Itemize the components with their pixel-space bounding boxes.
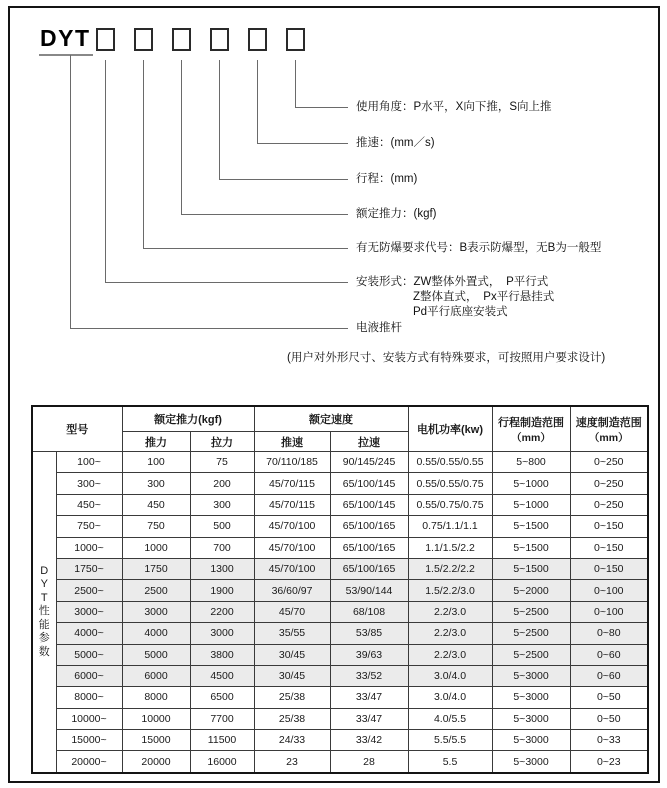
value-cell: 2.2/3.0 [408, 623, 492, 644]
table-row [32, 473, 648, 494]
value-cell: 45/70/115 [254, 473, 330, 494]
value-cell: 5.5 [408, 751, 492, 773]
header-push-force: 推力 [122, 432, 190, 452]
custom-design-note: (用户对外形尺寸、安装方式有特殊要求，可按照用户要求设计) [287, 352, 606, 364]
header-stroke-range-unit: （mm） [511, 431, 551, 444]
header-model: 型号 [32, 406, 122, 452]
table-row [32, 601, 648, 622]
connector-line [181, 60, 182, 214]
value-cell: 1900 [190, 580, 254, 601]
table-header-row-1 [32, 406, 648, 432]
header-rated-thrust-group: 额定推力(kgf) [122, 406, 254, 432]
connector-line [257, 60, 258, 143]
value-cell: 0~50 [570, 687, 648, 708]
value-cell: 0.55/0.75/0.75 [408, 494, 492, 515]
value-cell: 0~150 [570, 516, 648, 537]
model-cell: 750~ [56, 516, 122, 537]
value-cell: 33/47 [330, 687, 408, 708]
model-cell: 3000~ [56, 601, 122, 622]
table-row [32, 665, 648, 686]
value-cell: 5~1000 [492, 473, 570, 494]
header-speed-range [570, 406, 648, 452]
table-row [32, 537, 648, 558]
code-box-4 [210, 28, 229, 51]
value-cell: 2.2/3.0 [408, 644, 492, 665]
value-cell: 8000 [122, 687, 190, 708]
code-box-3 [172, 28, 191, 51]
value-cell: 5~2500 [492, 644, 570, 665]
value-cell: 0.75/1.1/1.1 [408, 516, 492, 537]
header-speed-range-unit: （mm） [588, 431, 629, 444]
value-cell: 300 [190, 494, 254, 515]
value-cell: 4000 [122, 623, 190, 644]
diagram-label-install-type-line2: Z整体直式， Px平行悬挂式 [413, 291, 555, 303]
value-cell: 1.1/1.5/2.2 [408, 537, 492, 558]
diagram-label-install-type-line1: 安装形式：ZW整体外置式， P平行式 [356, 276, 549, 288]
table-row [32, 623, 648, 644]
value-cell: 23 [254, 751, 330, 773]
model-cell: 15000~ [56, 730, 122, 751]
table-row [32, 687, 648, 708]
header-stroke-range [492, 406, 570, 452]
value-cell: 4.0/5.5 [408, 708, 492, 729]
header-stroke-range-title: 行程制造范围 [498, 416, 565, 429]
value-cell: 6500 [190, 687, 254, 708]
value-cell: 0~50 [570, 708, 648, 729]
value-cell: 0~250 [570, 452, 648, 473]
value-cell: 1.5/2.2/3.0 [408, 580, 492, 601]
connector-line [257, 143, 348, 144]
value-cell: 1000 [122, 537, 190, 558]
table-row [32, 516, 648, 537]
diagram-label-install-type-line3: Pd平行底座安装式 [413, 306, 508, 318]
value-cell: 0~33 [570, 730, 648, 751]
value-cell: 1.5/2.2/2.2 [408, 558, 492, 579]
value-cell: 0~250 [570, 473, 648, 494]
value-cell: 0~23 [570, 751, 648, 773]
value-cell: 5~3000 [492, 708, 570, 729]
value-cell: 15000 [122, 730, 190, 751]
connector-line [70, 55, 71, 328]
connector-line [219, 179, 348, 180]
value-cell: 33/52 [330, 665, 408, 686]
value-cell: 11500 [190, 730, 254, 751]
value-cell: 750 [122, 516, 190, 537]
connector-line [105, 282, 348, 283]
value-cell: 20000 [122, 751, 190, 773]
code-box-5 [248, 28, 267, 51]
value-cell: 10000 [122, 708, 190, 729]
diagram-label-usage-angle: 使用角度：P水平，X向下推，S向上推 [356, 101, 552, 113]
diagram-label-product-name: 电液推杆 [356, 322, 402, 334]
model-cell: 1750~ [56, 558, 122, 579]
value-cell: 5~1000 [492, 494, 570, 515]
value-cell: 28 [330, 751, 408, 773]
table-row [32, 494, 648, 515]
value-cell: 5~3000 [492, 730, 570, 751]
value-cell: 45/70/100 [254, 537, 330, 558]
value-cell: 5~2500 [492, 601, 570, 622]
model-prefix-text: DYT [40, 25, 91, 51]
value-cell: 90/145/245 [330, 452, 408, 473]
connector-line [219, 60, 220, 179]
code-box-6 [286, 28, 305, 51]
value-cell: 0.55/0.55/0.75 [408, 473, 492, 494]
value-cell: 100 [122, 452, 190, 473]
value-cell: 45/70/100 [254, 558, 330, 579]
model-cell: 450~ [56, 494, 122, 515]
value-cell: 5~3000 [492, 687, 570, 708]
value-cell: 75 [190, 452, 254, 473]
value-cell: 0~60 [570, 644, 648, 665]
header-rated-speed-group: 额定速度 [254, 406, 408, 432]
value-cell: 450 [122, 494, 190, 515]
value-cell: 2.2/3.0 [408, 601, 492, 622]
spec-table-body [32, 452, 648, 773]
value-cell: 25/38 [254, 708, 330, 729]
value-cell: 5~1500 [492, 516, 570, 537]
value-cell: 5~2000 [492, 580, 570, 601]
value-cell: 6000 [122, 665, 190, 686]
value-cell: 200 [190, 473, 254, 494]
model-cell: 1000~ [56, 537, 122, 558]
model-prefix-underline [39, 54, 93, 56]
diagram-label-rated-thrust: 额定推力：(kgf) [356, 208, 437, 220]
value-cell: 68/108 [330, 601, 408, 622]
connector-line [181, 214, 348, 215]
value-cell: 500 [190, 516, 254, 537]
value-cell: 16000 [190, 751, 254, 773]
performance-table [31, 405, 649, 774]
value-cell: 300 [122, 473, 190, 494]
model-cell: 100~ [56, 452, 122, 473]
value-cell: 65/100/165 [330, 537, 408, 558]
code-box-2 [134, 28, 153, 51]
value-cell: 1300 [190, 558, 254, 579]
table-row [32, 730, 648, 751]
value-cell: 3800 [190, 644, 254, 665]
value-cell: 53/85 [330, 623, 408, 644]
value-cell: 5~3000 [492, 665, 570, 686]
value-cell: 0~100 [570, 601, 648, 622]
model-cell: 5000~ [56, 644, 122, 665]
value-cell: 3.0/4.0 [408, 687, 492, 708]
header-pull-speed: 拉速 [330, 432, 408, 452]
value-cell: 53/90/144 [330, 580, 408, 601]
connector-line [105, 60, 106, 282]
value-cell: 65/100/165 [330, 558, 408, 579]
value-cell: 5~800 [492, 452, 570, 473]
value-cell: 35/55 [254, 623, 330, 644]
value-cell: 7700 [190, 708, 254, 729]
value-cell: 0~250 [570, 494, 648, 515]
connector-line [143, 60, 144, 248]
value-cell: 45/70 [254, 601, 330, 622]
value-cell: 25/38 [254, 687, 330, 708]
value-cell: 30/45 [254, 644, 330, 665]
connector-line [295, 107, 348, 108]
value-cell: 4500 [190, 665, 254, 686]
value-cell: 0~80 [570, 623, 648, 644]
value-cell: 0~60 [570, 665, 648, 686]
connector-line [295, 60, 296, 107]
header-speed-range-title: 速度制造范围 [575, 416, 642, 429]
value-cell: 0~150 [570, 558, 648, 579]
model-cell: 10000~ [56, 708, 122, 729]
value-cell: 2500 [122, 580, 190, 601]
value-cell: 24/33 [254, 730, 330, 751]
table-side-label: D Y T 性 能 参 数 [32, 452, 56, 773]
table-row [32, 558, 648, 579]
table-row [32, 751, 648, 773]
value-cell: 65/100/145 [330, 494, 408, 515]
value-cell: 5~1500 [492, 558, 570, 579]
table-row [32, 580, 648, 601]
header-motor-power: 电机功率(kw) [408, 406, 492, 452]
model-cell: 4000~ [56, 623, 122, 644]
value-cell: 5000 [122, 644, 190, 665]
value-cell: 33/42 [330, 730, 408, 751]
value-cell: 30/45 [254, 665, 330, 686]
value-cell: 0.55/0.55/0.55 [408, 452, 492, 473]
header-push-speed: 推速 [254, 432, 330, 452]
model-cell: 6000~ [56, 665, 122, 686]
diagram-label-push-speed: 推速：(mm／s) [356, 137, 435, 149]
table-row [32, 644, 648, 665]
value-cell: 45/70/115 [254, 494, 330, 515]
model-cell: 20000~ [56, 751, 122, 773]
value-cell: 700 [190, 537, 254, 558]
connector-line [70, 328, 348, 329]
value-cell: 39/63 [330, 644, 408, 665]
value-cell: 0~150 [570, 537, 648, 558]
value-cell: 65/100/165 [330, 516, 408, 537]
connector-line [143, 248, 348, 249]
value-cell: 5~3000 [492, 751, 570, 773]
model-cell: 2500~ [56, 580, 122, 601]
value-cell: 5~1500 [492, 537, 570, 558]
code-box-1 [96, 28, 115, 51]
value-cell: 0~100 [570, 580, 648, 601]
value-cell: 33/47 [330, 708, 408, 729]
value-cell: 3.0/4.0 [408, 665, 492, 686]
value-cell: 36/60/97 [254, 580, 330, 601]
diagram-label-explosion-proof: 有无防爆要求代号：B表示防爆型，无B为一般型 [356, 242, 602, 254]
model-cell: 8000~ [56, 687, 122, 708]
model-cell: 300~ [56, 473, 122, 494]
value-cell: 5.5/5.5 [408, 730, 492, 751]
value-cell: 45/70/100 [254, 516, 330, 537]
value-cell: 1750 [122, 558, 190, 579]
diagram-label-stroke: 行程：(mm) [356, 173, 418, 185]
header-pull-force: 拉力 [190, 432, 254, 452]
value-cell: 3000 [190, 623, 254, 644]
value-cell: 65/100/145 [330, 473, 408, 494]
value-cell: 5~2500 [492, 623, 570, 644]
table-row [32, 452, 648, 473]
value-cell: 3000 [122, 601, 190, 622]
value-cell: 70/110/185 [254, 452, 330, 473]
table-row [32, 708, 648, 729]
value-cell: 2200 [190, 601, 254, 622]
